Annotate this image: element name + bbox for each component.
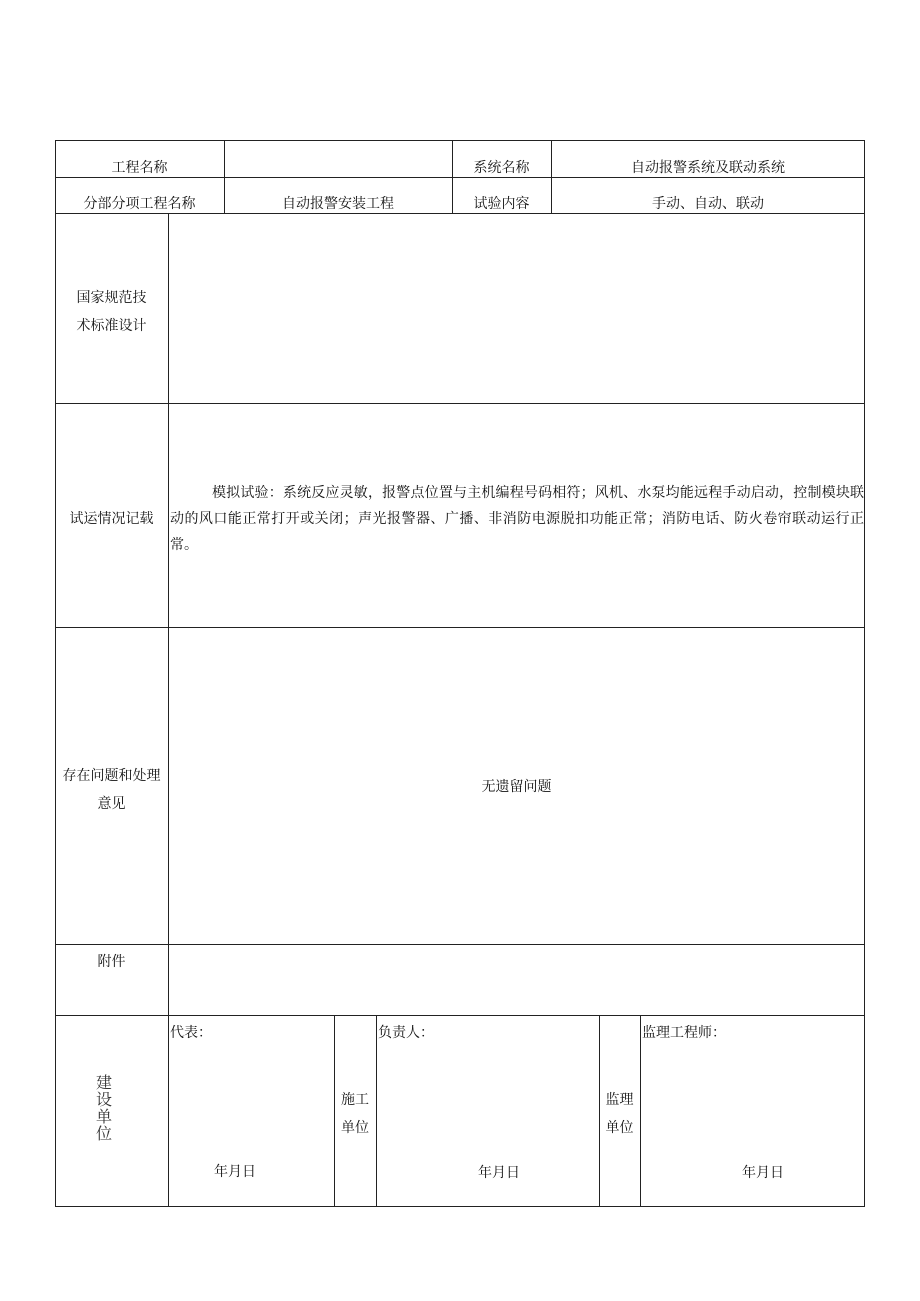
standards-label-line2: 术标准设计 [76, 318, 147, 334]
construction-rep-label: 负责人： [378, 1025, 434, 1041]
row-divider [55, 627, 865, 628]
owner-unit-char: 设 [96, 1090, 113, 1109]
owner-rep-label: 代表： [170, 1025, 212, 1041]
supervision-date: 年月日 [742, 1165, 784, 1181]
system-name-value: 自动报警系统及联动系统 [631, 160, 785, 176]
issues-label-line1: 存在问题和处理 [62, 768, 161, 784]
supervision-unit-label-line2: 单位 [605, 1120, 634, 1136]
owner-unit-char: 建 [96, 1073, 113, 1092]
construction-unit-label-line2: 单位 [341, 1120, 369, 1136]
row-divider [55, 1015, 865, 1016]
test-content-label: 试验内容 [473, 196, 530, 212]
issues-content: 无遗留问题 [481, 779, 552, 795]
col-divider [640, 1015, 641, 1207]
trial-run-label: 试运情况记载 [69, 511, 154, 527]
row-divider [55, 403, 865, 404]
owner-unit-char: 单 [96, 1107, 113, 1126]
attachments-label: 附件 [97, 954, 126, 970]
construction-date: 年月日 [478, 1165, 520, 1181]
row-divider [55, 213, 865, 214]
row-divider [55, 944, 865, 945]
standards-label-line1: 国家规范技 [76, 290, 147, 306]
col-divider [334, 1015, 335, 1207]
sub-project-value: 自动报警安装工程 [282, 196, 394, 212]
supervision-unit-label-line1: 监理 [605, 1092, 634, 1108]
system-name-label: 系统名称 [473, 160, 530, 176]
col-divider [168, 213, 169, 1207]
construction-unit-label-line1: 施工 [341, 1092, 369, 1108]
row-divider [55, 177, 865, 178]
trial-run-content: 模拟试验：系统反应灵敏，报警点位置与主机编程号码相符；风机、水泵均能远程手动启动，控制模块联动的风口能正常打开或关闭；声光报警器、广播、非消防电源脱扣功能正常；消防电话、防火卷帘联动运行正常。 [170, 485, 864, 553]
project-name-label: 工程名称 [111, 160, 168, 176]
sub-project-label: 分部分项工程名称 [83, 196, 196, 212]
col-divider [599, 1015, 600, 1207]
supervision-rep-label: 监理工程师： [642, 1025, 726, 1041]
owner-date: 年月日 [214, 1164, 256, 1180]
issues-label-line2: 意见 [97, 796, 126, 812]
owner-unit-char: 位 [96, 1124, 113, 1143]
test-content-value: 手动、自动、联动 [652, 196, 764, 212]
form-border [55, 140, 865, 1207]
col-divider [376, 1015, 377, 1207]
owner-unit-label [96, 1074, 112, 1142]
